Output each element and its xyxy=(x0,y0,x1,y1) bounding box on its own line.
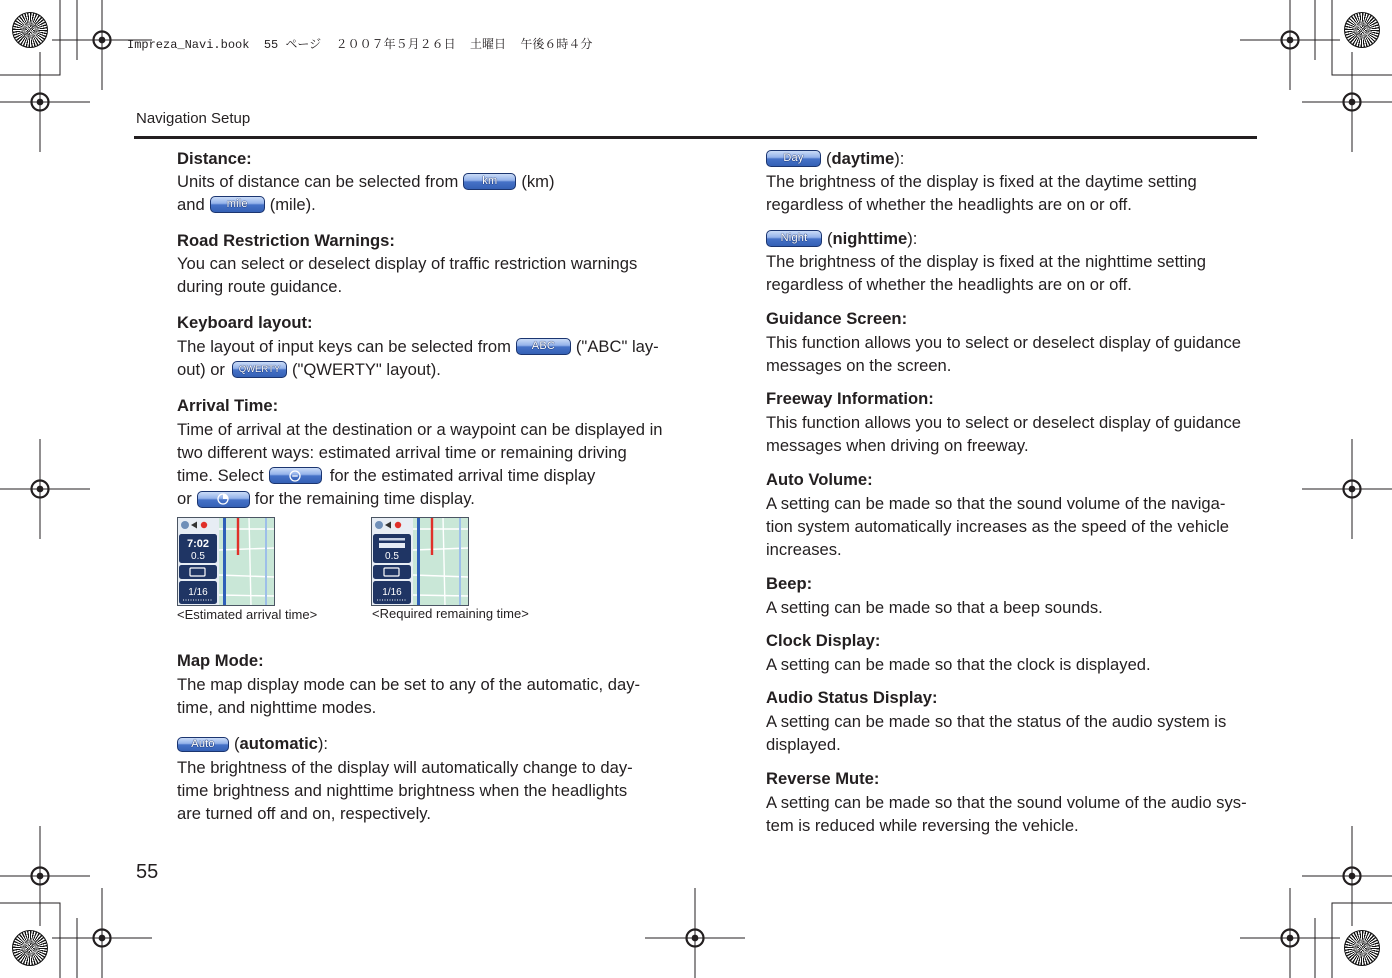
body-text: for the estimated arrival time display xyxy=(329,466,596,486)
auto-volume-section xyxy=(766,468,1229,561)
guidance-screen-section xyxy=(766,307,1241,377)
auto-mode-section xyxy=(177,732,633,825)
compass-icon xyxy=(181,521,189,529)
body-text: The layout of input keys can be selected from xyxy=(177,336,511,356)
body-text: during route guidance. xyxy=(177,277,343,297)
color-target-icon xyxy=(1344,930,1380,966)
term-word: daytime xyxy=(831,148,895,168)
menu-box xyxy=(179,565,217,579)
screen-caption: <Estimated arrival time> xyxy=(177,607,318,622)
main-road xyxy=(223,517,226,606)
distance-readout: 0.5 xyxy=(191,551,205,562)
registration-mark-icon xyxy=(1240,0,1340,90)
body-text: time. Select xyxy=(177,466,264,486)
section-heading: Freeway Information: xyxy=(766,389,934,409)
body-text: time brightness and nighttime brightness when the headlights xyxy=(177,780,628,800)
body-text: (km) xyxy=(521,171,555,191)
destination-icon xyxy=(201,522,207,528)
day-button[interactable]: Day xyxy=(766,150,821,167)
registration-mark-icon xyxy=(0,826,90,926)
menu-box xyxy=(373,565,411,579)
body-text: are turned off and on, respectively. xyxy=(177,804,431,824)
page-number: 55 xyxy=(136,861,159,883)
body-text: A setting can be made so that a beep sounds. xyxy=(766,597,1103,617)
body-text: The brightness of the display will automatically change to day- xyxy=(177,757,633,777)
section-heading: Auto Volume: xyxy=(766,470,873,490)
registration-mark-icon xyxy=(1302,826,1392,926)
body-text: tion system automatically increases as the speed of the vehicle xyxy=(766,516,1230,536)
registration-mark-icon xyxy=(0,439,90,539)
body-text: The map display mode can be set to any of the automatic, day- xyxy=(177,674,641,694)
term-close: ): xyxy=(317,734,329,754)
section-heading: Road Restriction Warnings: xyxy=(177,230,395,250)
body-text: regardless of whether the headlights are on or off. xyxy=(766,195,1132,215)
estimated-arrival-button[interactable] xyxy=(269,467,322,484)
term-open: ( xyxy=(827,228,833,248)
mode-term xyxy=(234,732,328,755)
scale-readout: 1/16 xyxy=(382,587,402,598)
road-restriction-section xyxy=(177,229,637,299)
body-text: The brightness of the display is fixed at the daytime setting xyxy=(766,171,1197,191)
distance-readout: 0.5 xyxy=(385,551,399,562)
section-heading: Map Mode: xyxy=(177,651,264,671)
term-close: ): xyxy=(907,228,918,248)
estimated-arrival-screen xyxy=(177,517,275,606)
night-button[interactable]: Night xyxy=(766,230,822,247)
body-text: ("ABC" lay- xyxy=(575,336,659,356)
audio-status-display-section xyxy=(766,686,1226,756)
body-text: You can select or deselect display of traffic restriction warnings xyxy=(177,253,638,273)
body-text: and xyxy=(177,195,205,215)
mode-term xyxy=(826,147,904,170)
remaining-time-label xyxy=(379,538,405,541)
remaining-time-screen xyxy=(371,517,469,606)
map-mode-section xyxy=(177,649,640,719)
scale-readout: 1/16 xyxy=(188,587,208,598)
reverse-mute-section xyxy=(766,767,1247,837)
body-text: (mile). xyxy=(269,195,316,215)
body-text: increases. xyxy=(766,540,842,560)
section-heading: Arrival Time: xyxy=(177,396,279,416)
clock-display-section xyxy=(766,629,1151,676)
color-target-icon xyxy=(12,12,48,48)
night-mode-section xyxy=(766,227,1206,297)
abc-button[interactable]: ABC xyxy=(516,338,571,355)
body-text: This function allows you to select or deselect display of guidance xyxy=(766,412,1242,432)
qwerty-button[interactable]: QWERTY xyxy=(232,361,287,378)
side-road xyxy=(459,517,461,606)
main-road xyxy=(417,517,420,606)
mile-button[interactable]: mile xyxy=(210,196,265,213)
body-text: displayed. xyxy=(766,734,841,754)
section-heading: Keyboard layout: xyxy=(177,313,313,333)
term-word: automatic xyxy=(239,734,318,754)
print-info: Impreza_Navi.book 55 ページ ２００７年５月２６日 土曜日 午後６時４分 xyxy=(127,38,593,52)
remaining-time-button[interactable] xyxy=(197,491,250,508)
arrival-time-section xyxy=(177,394,662,510)
body-text: messages when driving on freeway. xyxy=(766,435,1029,455)
header-rule xyxy=(134,136,1257,139)
section-heading: Reverse Mute: xyxy=(766,769,880,789)
section-heading: Beep: xyxy=(766,574,813,594)
registration-mark-icon xyxy=(1302,439,1392,539)
remaining-time-readout xyxy=(379,543,405,548)
remaining-time-icon xyxy=(216,492,230,506)
body-text: two different ways: estimated arrival time or remaining driving xyxy=(177,442,627,462)
body-text: A setting can be made so that the sound volume of the audio sys- xyxy=(766,792,1247,812)
auto-button[interactable]: Auto xyxy=(177,737,229,752)
arrival-time-readout: 7:02 xyxy=(186,538,210,550)
body-text: time, and nighttime modes. xyxy=(177,697,377,717)
body-text: A setting can be made so that the sound volume of the naviga- xyxy=(766,493,1226,513)
freeway-information-section xyxy=(766,387,1241,457)
section-heading: Distance: xyxy=(177,148,252,168)
keyboard-layout-section xyxy=(177,311,659,381)
distance-section xyxy=(177,147,555,217)
side-road xyxy=(265,517,267,606)
compass-icon xyxy=(375,521,383,529)
km-button[interactable]: km xyxy=(463,173,516,190)
term-word: nighttime xyxy=(832,228,908,248)
body-text: out) or xyxy=(177,359,225,379)
body-text: for the remaining time display. xyxy=(254,489,475,509)
body-text: This function allows you to select or deselect display of guidance xyxy=(766,332,1242,352)
destination-icon xyxy=(395,522,401,528)
body-text: or xyxy=(177,489,192,509)
beep-section xyxy=(766,572,1103,619)
body-text: Units of distance can be selected from xyxy=(177,171,459,191)
body-text: tem is reduced while reversing the vehicle. xyxy=(766,815,1079,835)
term-open: ( xyxy=(826,148,832,168)
day-mode-section xyxy=(766,147,1197,217)
registration-mark-icon xyxy=(0,52,90,152)
body-text: regardless of whether the headlights are on or off. xyxy=(766,275,1132,295)
section-heading: Clock Display: xyxy=(766,631,881,651)
body-text: The brightness of the display is fixed at the nighttime setting xyxy=(766,251,1206,271)
section-heading: Guidance Screen: xyxy=(766,309,908,329)
clock-icon xyxy=(288,469,302,483)
registration-mark-icon xyxy=(645,888,745,978)
registration-mark-icon xyxy=(1240,888,1340,978)
screen-caption: <Required remaining time> xyxy=(372,606,529,621)
running-head: Navigation Setup xyxy=(136,110,251,127)
color-target-icon xyxy=(1344,12,1380,48)
body-text: Time of arrival at the destination or a waypoint can be displayed in xyxy=(177,419,663,439)
body-text: ("QWERTY" layout). xyxy=(291,359,441,379)
section-heading: Audio Status Display: xyxy=(766,688,938,708)
color-target-icon xyxy=(12,930,48,966)
term-open: ( xyxy=(234,734,240,754)
registration-mark-icon xyxy=(52,888,152,978)
term-close: ): xyxy=(894,148,905,168)
body-text: A setting can be made so that the clock is displayed. xyxy=(766,654,1151,674)
body-text: A setting can be made so that the status of the audio system is xyxy=(766,711,1227,731)
registration-mark-icon xyxy=(1302,52,1392,152)
mode-term xyxy=(827,227,917,250)
body-text: messages on the screen. xyxy=(766,355,952,375)
